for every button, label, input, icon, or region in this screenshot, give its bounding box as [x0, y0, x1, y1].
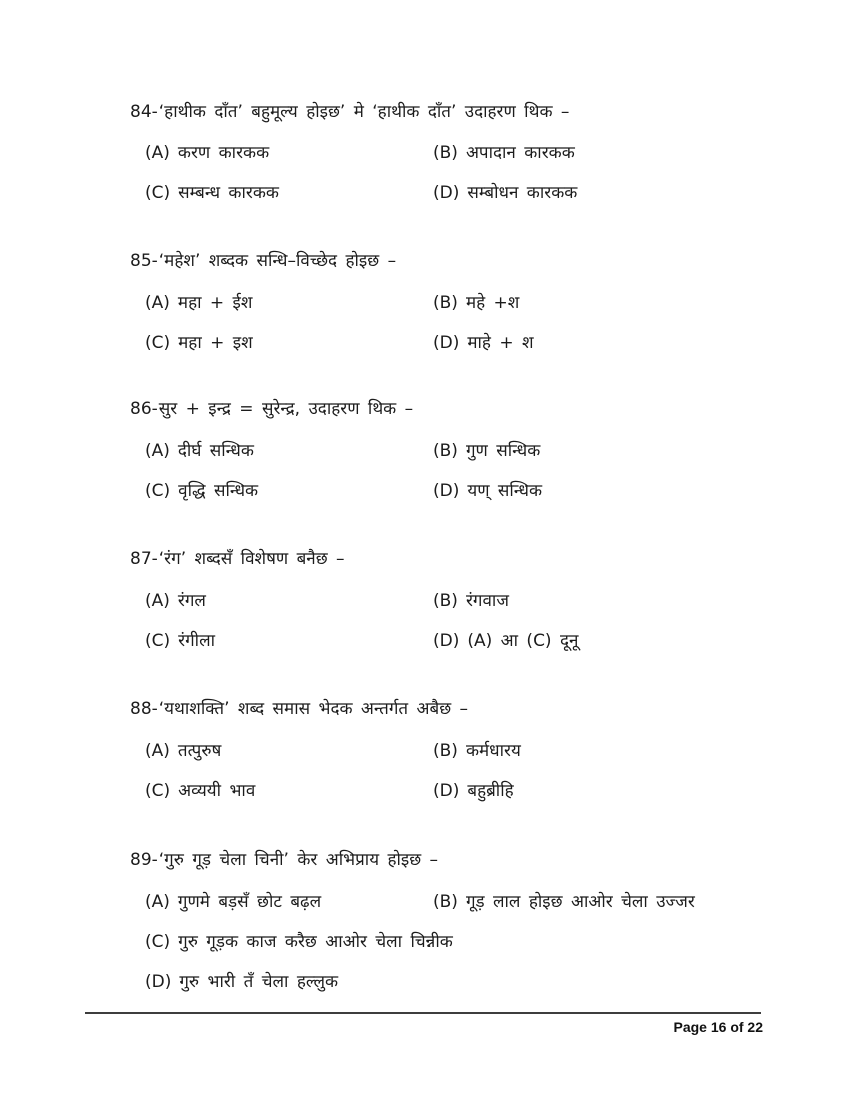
question-88-option-b: [433, 739, 521, 763]
option-text: कर्मधारय: [465, 741, 521, 761]
question-84-option-d: [433, 181, 577, 205]
option-text: रंगल: [177, 591, 206, 611]
option-label: (D): [145, 972, 172, 992]
question-86-option-b: [433, 439, 540, 463]
question-84-option-c: [145, 181, 279, 205]
question-85-option-c: [145, 331, 253, 355]
question-84-option-a: [145, 141, 269, 165]
option-label: (D): [433, 183, 460, 203]
question-87-option-a: [145, 589, 206, 613]
option-label: (B): [433, 741, 458, 761]
question-84-options-row-1: [145, 141, 820, 165]
question-85-option-d: [433, 331, 534, 355]
option-label: (D): [433, 481, 460, 501]
question-88-stem: [130, 697, 468, 721]
question-86-options-row-1: [145, 439, 820, 463]
option-label: (A): [145, 441, 170, 461]
option-text: महा + ईश: [177, 293, 253, 313]
option-label: (B): [433, 293, 458, 313]
option-text: बहुब्रीहि: [467, 781, 514, 801]
option-label: (B): [433, 143, 458, 163]
question-87-number: 87-: [130, 549, 158, 569]
option-text: (A) आ (C) दूनू: [467, 631, 579, 651]
question-87-option-c: [145, 629, 215, 653]
question-86-text: सुर + इन्द्र = सुरेन्द्र, उदाहरण थिक –: [158, 399, 414, 419]
question-89-stem: [130, 848, 438, 872]
question-85-option-b: [433, 291, 519, 315]
option-text: अपादान कारकक: [465, 143, 575, 163]
option-text: सम्बोधन कारकक: [467, 183, 578, 203]
question-86-option-d: [433, 479, 542, 503]
question-84-number: 84-: [130, 102, 158, 122]
question-84-stem: [130, 100, 569, 124]
option-label: (B): [433, 892, 458, 912]
question-86-options-row-2: [145, 479, 820, 503]
question-86-option-c: [145, 479, 258, 503]
question-89-option-b: [433, 890, 695, 914]
option-text: गुणमे बड़सँ छोट बढ़ल: [177, 892, 322, 912]
question-88-options-row-2: [145, 779, 820, 803]
option-text: सम्बन्ध कारकक: [178, 183, 279, 203]
option-text: करण कारकक: [177, 143, 270, 163]
question-87-text: ‘रंग’ शब्दसँ विशेषण बनैछ –: [158, 549, 345, 569]
question-89-options-row-2: [145, 930, 820, 954]
option-text: गुरु भारी तँ चेला हल्लुक: [179, 972, 339, 992]
option-text: अव्ययी भाव: [178, 781, 256, 801]
option-text: महा + इश: [178, 333, 253, 353]
question-88-option-a: [145, 739, 221, 763]
question-87-option-b: [433, 589, 509, 613]
page-number-label: Page 16 of 22: [673, 1019, 763, 1035]
question-89-option-c: [145, 930, 453, 954]
option-text: माहे + श: [467, 333, 534, 353]
question-84-text: ‘हाथीक दाँत’ बहुमूल्य होइछ’ मे ‘हाथीक दाँत’ उदाहरण थिक –: [158, 102, 570, 122]
option-label: (B): [433, 441, 458, 461]
question-84-options-row-2: [145, 181, 820, 205]
option-label: (D): [433, 333, 460, 353]
question-89-number: 89-: [130, 850, 158, 870]
question-87-stem: [130, 547, 345, 571]
option-text: गुण सन्धिक: [465, 441, 541, 461]
question-86-number: 86-: [130, 399, 158, 419]
option-text: रंगीला: [178, 631, 215, 651]
option-label: (D): [433, 781, 460, 801]
question-89-option-d: [145, 970, 338, 994]
option-label: (A): [145, 143, 170, 163]
option-text: रंगवाज: [465, 591, 509, 611]
option-label: (A): [145, 293, 170, 313]
option-label: (D): [433, 631, 460, 651]
option-text: दीर्घ सन्धिक: [177, 441, 254, 461]
option-label: (A): [145, 741, 170, 761]
question-85-number: 85-: [130, 251, 158, 271]
question-85-stem: [130, 249, 396, 273]
option-label: (C): [145, 781, 171, 801]
question-85-option-a: [145, 291, 252, 315]
option-label: (C): [145, 183, 171, 203]
question-86-option-a: [145, 439, 254, 463]
option-label: (B): [433, 591, 458, 611]
option-text: तत्पुरुष: [177, 741, 222, 761]
question-89-options-row-1: [145, 890, 820, 914]
question-87-option-d: [433, 629, 578, 653]
option-text: वृद्धि सन्धिक: [178, 481, 259, 501]
option-text: महे +श: [465, 293, 520, 313]
option-text: यण् सन्धिक: [467, 481, 543, 501]
question-88-text: ‘यथाशक्ति’ शब्द समास भेदक अन्तर्गत अबैछ –: [158, 699, 469, 719]
footer-divider: [85, 1012, 761, 1014]
question-84-option-b: [433, 141, 575, 165]
option-label: (A): [145, 591, 170, 611]
option-label: (C): [145, 932, 171, 952]
option-text: गूड़ लाल होइछ आओर चेला उज्जर: [465, 892, 695, 912]
option-label: (C): [145, 481, 171, 501]
question-87-options-row-1: [145, 589, 820, 613]
question-87-options-row-2: [145, 629, 820, 653]
question-89-option-a: [145, 890, 321, 914]
option-label: (A): [145, 892, 170, 912]
option-label: (C): [145, 333, 171, 353]
option-text: गुरु गूड़क काज करैछ आओर चेला चिन्नीक: [178, 932, 453, 952]
question-85-options-row-1: [145, 291, 820, 315]
question-88-options-row-1: [145, 739, 820, 763]
question-89-options-row-3: [145, 970, 820, 994]
question-86-stem: [130, 397, 413, 421]
question-85-options-row-2: [145, 331, 820, 355]
question-88-option-d: [433, 779, 514, 803]
question-85-text: ‘महेश’ शब्दक सन्धि–विच्छेद होइछ –: [158, 251, 397, 271]
question-88-number: 88-: [130, 699, 158, 719]
question-88-option-c: [145, 779, 255, 803]
question-89-text: ‘गुरु गूड़ चेला चिनी’ केर अभिप्राय होइछ –: [158, 850, 439, 870]
option-label: (C): [145, 631, 171, 651]
